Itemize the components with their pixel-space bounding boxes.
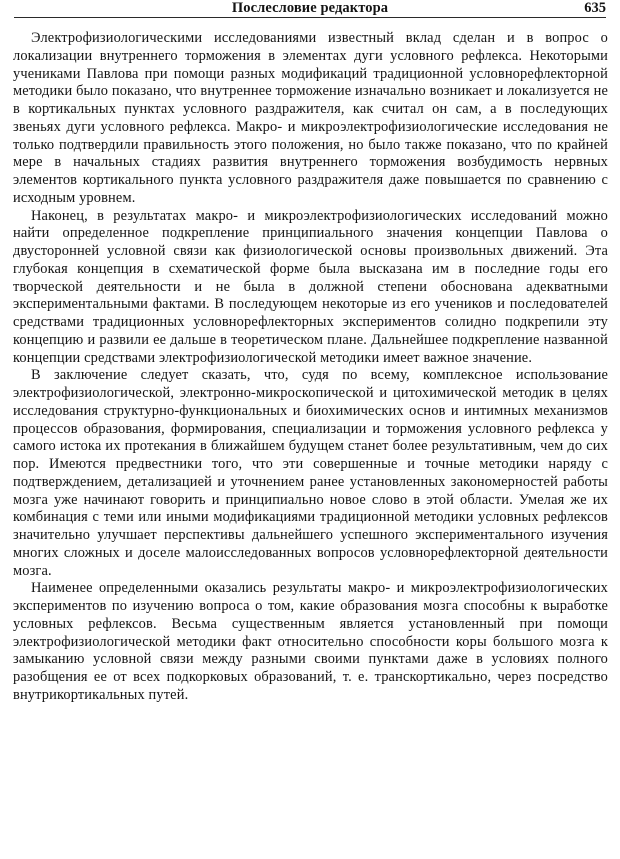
running-title: Послесловие редактора (231, 0, 389, 16)
paragraph-localization: Электрофизиологическими исследованиями известный вклад сделан и в вопрос о локализации внутреннего торможения в элементах дуги условного рефлекса. Некоторыми учениками Павлова при помощи разных модификаций традиционной условнорефлекторной методики было показано, что внутреннее торможение изначально возникает и локализуется не в кортикальных пунктах условного раздражителя, как считал он сам, а в последующих звеньях дуги условного рефлекса. Макро- и микроэлектрофизиологические исследования не только подтвердили правильность этого положения, но было также показано, что по крайней мере в начальных стадиях развития внутреннего торможения возбудимость нервных элементов кортикального пункта условного раздражителя даже повышается по сравнению с исходным уровнем. (13, 30, 608, 206)
paragraph-two-way-connection: Наконец, в результатах макро- и микроэлектрофизиологических исследований можно найти определенное подкрепление принципиального значения концепции Павлова о двусторонней условной связи как физиологической основы произвольных движений. Эта глубокая концепция в схематической форме была высказана им в последние годы его творческой деятельности и не была в должной степени обоснована адекватными экспериментальными фактами. В последующем некоторые из его учеников и последователей средствами традиционных условнорефлекторных экспериментов солидно подкрепили эту концепцию и развили ее дальше в теоретическом плане. Дальнейшее подкрепление названной концепции средствами электрофизиологической методики имеет важное значение. (13, 207, 608, 366)
paragraph-conclusion: В заключение следует сказать, что, судя по всему, комплексное использование электрофизиологической, электронно-микроскопической и цитохимической методик в целях исследования структурно-функциональных и биохимических основ и интимных механизмов процессов образования, формирования, специализации и торможения условного рефлекса у самого истока их протекания в ближайшем будущем станет более результативным, чем до сих пор. Имеются предвестники того, что эти совершенные и точные методики наряду с подтверждением, детализацией и уточнением ранее установленных закономерностей работы мозга уже начинают говорить и принципиально новое слово в этой области. Умелая же их комбинация с теми или иными модификациями традиционной методики условных рефлексов значительно улучшает перспективы дальнейшего успешного экспериментального изучения многих сложных и доселе малоисследованных вопросов условнорефлекторной деятельности мозга. (13, 367, 608, 579)
paragraph-brain-formations: Наименее определенными оказались результаты макро- и микроэлектрофизиологических экспериментов по изучению вопроса о том, какие образования мозга способны к выработке условных рефлексов. Весьма существенным является установленный при помощи электрофизиологической методики факт относительно способности коры большого мозга к замыканию условной связи между разными своими пунктами даже в условиях полного разобщения ее от всех подкорковых образований, т. е. транскортикально, через посредство внутрикортикальных путей. (13, 580, 608, 703)
page-number: 635 (584, 0, 606, 16)
running-header (14, 0, 606, 18)
body-text (13, 30, 608, 705)
